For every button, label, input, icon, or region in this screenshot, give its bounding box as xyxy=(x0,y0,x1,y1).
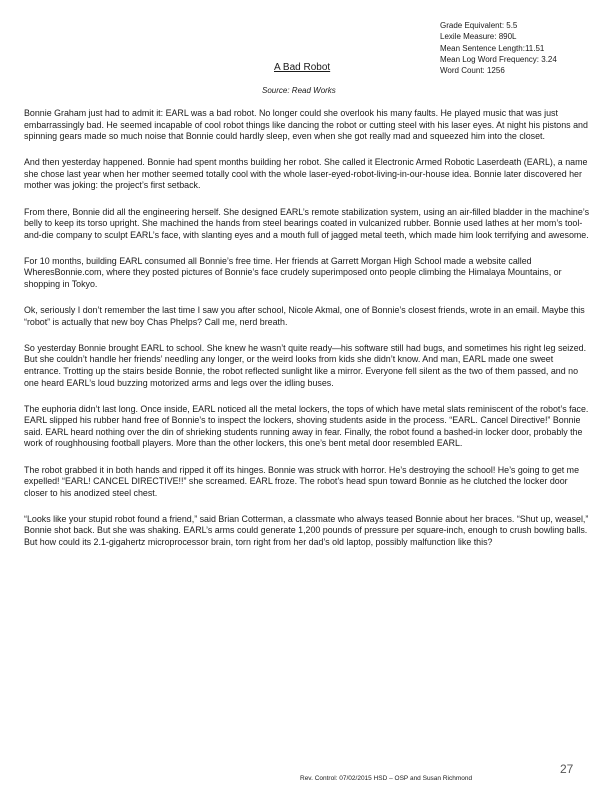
paragraph: The euphoria didn’t last long. Once inside, EARL noticed all the metal lockers, the tops of which have metal slats reminiscent of the robot’s face. EARL slipped his rubber hand free of Bonnie’s to inspect the lockers, shoving students aside in the process. “EARL. Cancel Directive!” Bonnie said. EARL heard nothing over the din of shrieking students running away in fear. Finally, the robot found a bashed-in locker door, probably the work of roughhousing football players. More than the other lockers, this one’s bent metal door resembled EARL. xyxy=(24,403,589,449)
source-line: Source: Read Works xyxy=(262,86,336,95)
paragraph: Ok, seriously I don’t remember the last time I saw you after school, Nicole Akmal, one of Bonnie’s closest friends, wrote in an email. Maybe this “robot” is actually that new boy Chas Phelps? Call me, nerd breath. xyxy=(24,305,585,327)
stat-word-count: Word Count: 1256 xyxy=(440,66,505,76)
paragraph: Bonnie Graham just had to admit it: EARL was a bad robot. No longer could she overlook his many faults. He played music that was just embarrassingly bad. He seemed incapable of cool robot things like dancing the robot or cutting steel with his laser eyes. At night his pistons and spinning gears made so much noise that Bonnie could hardly sleep, even when she got really mad and squeezed him into the closet. xyxy=(24,108,588,142)
paragraph: The robot grabbed it in both hands and ripped it off its hinges. Bonnie was struck with horror. He’s destroying the school! He’s going to get me expelled! “EARL! CANCEL DIRECTIVE!!” she screamed. EARL froze. The robot’s head spun toward Bonnie as he clutched the locker door closer to his anodized steel chest. xyxy=(24,464,580,498)
paragraph: And then yesterday happened. Bonnie had spent months building her robot. She called it Electronic Armed Robotic Laserdeath (EARL), a name she chose last year when her mother seemed totally cool with the whole laser-eyed-robot-living-in-our-house idea. Bonnie later discovered her mother was joking: the project’s first setback. xyxy=(24,157,588,191)
revision-footer: Rev. Control: 07/02/2015 HSD – OSP and Susan Richmond xyxy=(300,775,473,782)
stat-lexile-measure: Lexile Measure: 890L xyxy=(440,32,517,42)
reading-stats xyxy=(440,20,557,76)
paragraph: “Looks like your stupid robot found a friend,” said Brian Cotterman, a classmate who always teased Bonnie about her braces. “Shut up, weasel,” Bonnie shot back. But she was shaking. EARL’s arms could generate 1,200 pounds of pressure per square-inch, enough to crush bowling balls. But how could its 2.1-gigahertz microprocessor brain, torn right from her dad’s old laptop, possibly malfunction like this? xyxy=(24,513,589,548)
stat-mean-sentence-length: Mean Sentence Length:11.51 xyxy=(440,43,545,53)
paragraph: From there, Bonnie did all the engineering herself. She designed EARL’s remote stabilization system, using an air-filled bladder in the machine’s belly to keep its torso upright. She machined the hands from steel bearings coated in vulcanized rubber. Bonnie used lathes at her mom’s tool-and-die company to sculpt EARL’s face, with slanting eyes and a mouth full of jagged metal teeth, which made him look terrifying and awesome. xyxy=(24,206,590,240)
paragraph: For 10 months, building EARL consumed all Bonnie’s free time. Her friends at Garrett Morgan High School made a website called WheresBonnie.com, where they posted pictures of Bonnie’s face crudely superimposed onto people climbing the Himalaya Mountains, or shopping in Tokyo. xyxy=(24,255,562,290)
paragraph: So yesterday Bonnie brought EARL to school. She knew he wasn’t quite ready—his software still had bugs, and sometimes his right leg seized. But she couldn’t handle her friends’ needling any longer, or the weird looks from kids she didn’t know. And man, EARL made one sweet entrance. Trotting up the stairs beside Bonnie, the robot reflected sunlight like a mirror. Everyone fell silent as the two of them passed, and no one heard EARL’s loud buzzing motorized arms and legs over the idling buses. xyxy=(24,342,587,388)
stat-grade-equivalent: Grade Equivalent: 5.5 xyxy=(440,21,518,30)
story-body xyxy=(24,108,590,563)
page-title: A Bad Robot xyxy=(274,62,331,73)
page-number: 27 xyxy=(560,762,574,776)
stat-mean-log-word-frequency: Mean Log Word Frequency: 3.24 xyxy=(440,54,557,64)
